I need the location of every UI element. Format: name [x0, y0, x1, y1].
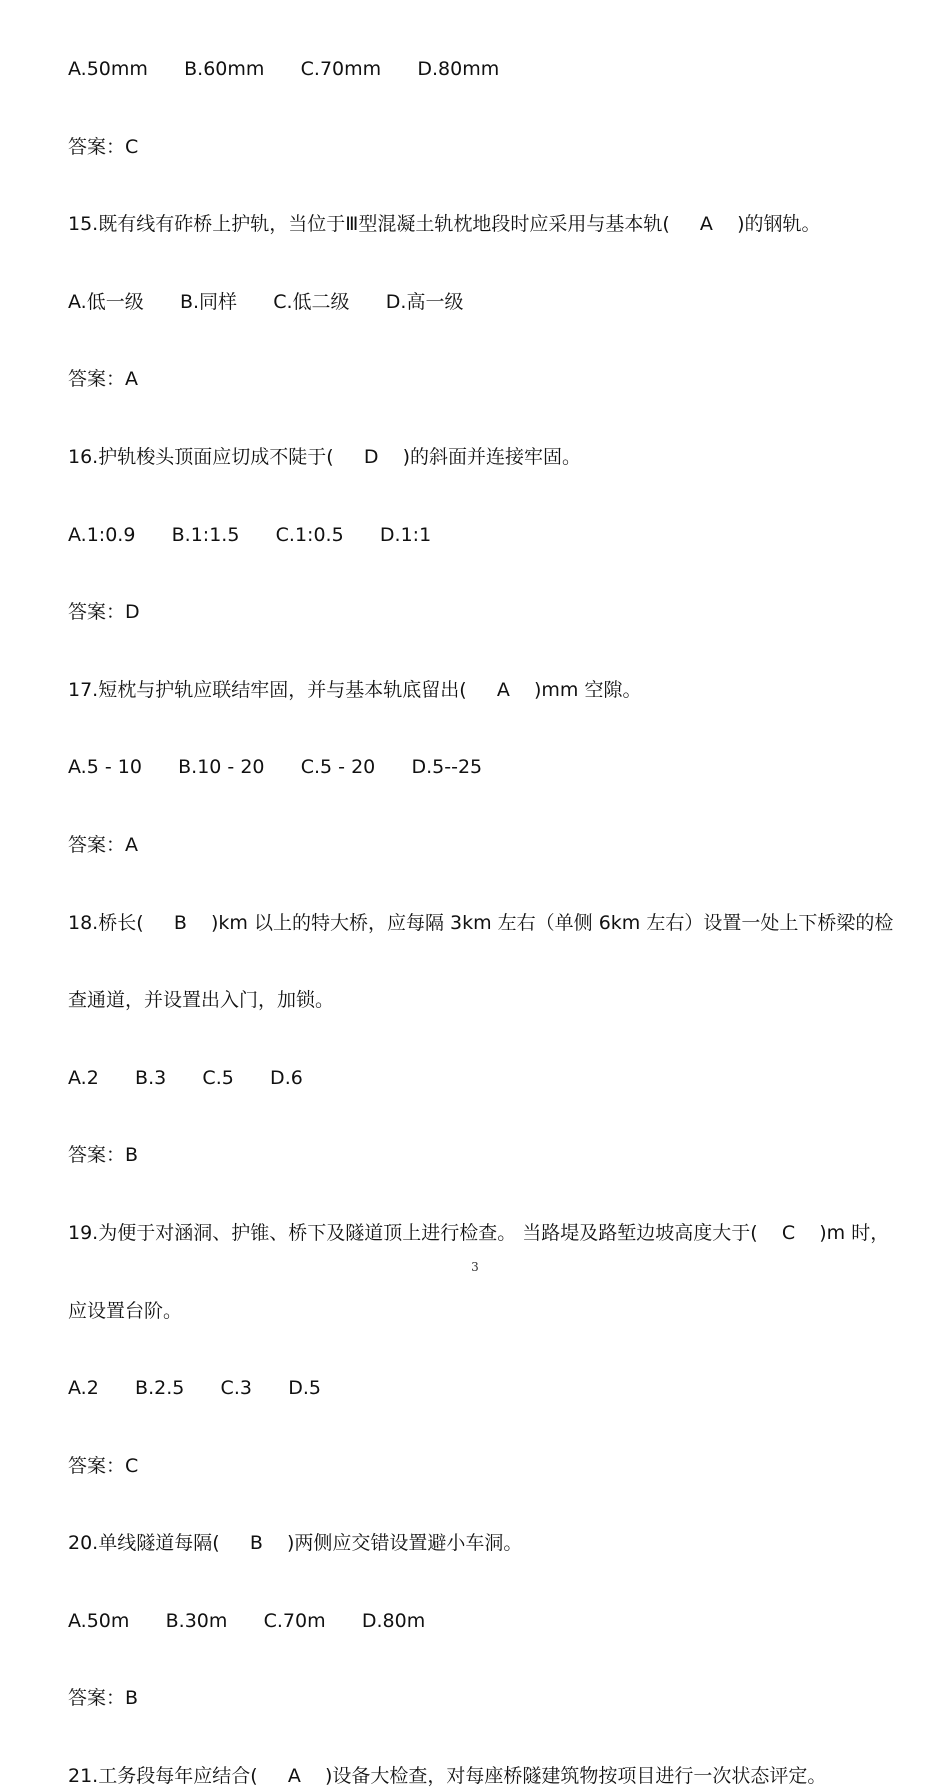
document-page	[68, 56, 894, 1789]
question-20: 20.单线隧道每隔( B )两侧应交错设置避小车洞。	[68, 1532, 523, 1555]
question-15: 15.既有线有砟桥上护轨，当位于Ⅲ型混凝土轨枕地段时应采用与基本轨( A )的钢轨。	[68, 213, 821, 236]
question-18: 18.桥长( B )km 以上的特大桥，应每隔 3km 左右（单侧 6km 左右）设置一处上下桥梁的检	[68, 911, 894, 934]
question-19-continued: 应设置台阶。	[68, 1299, 183, 1322]
option-line: A.2 B.2.5 C.3 D.5	[68, 1377, 321, 1400]
answer-line: 答案：C	[68, 1454, 139, 1477]
question-16: 16.护轨梭头顶面应切成不陡于( D )的斜面并连接牢固。	[68, 445, 582, 468]
answer-line: 答案：A	[68, 833, 138, 856]
option-line: A.50m B.30m C.70m D.80m	[68, 1609, 426, 1632]
option-line: A.1:0.9 B.1:1.5 C.1:0.5 D.1:1	[68, 523, 432, 546]
option-line: A.低一级 B.同样 C.低二级 D.高一级	[68, 290, 464, 313]
answer-line: 答案：D	[68, 601, 140, 624]
answer-line: 答案：B	[68, 1144, 139, 1167]
question-17: 17.短枕与护轨应联结牢固，并与基本轨底留出( A )mm 空隙。	[68, 678, 642, 701]
answer-line: 答案：C	[68, 135, 139, 158]
question-21: 21.工务段每年应结合( A )设备大检查，对每座桥隧建筑物按项目进行一次状态评定。	[68, 1765, 827, 1788]
option-line: A.50mm B.60mm C.70mm D.80mm	[68, 58, 500, 80]
answer-line: 答案：B	[68, 1687, 139, 1710]
question-19: 19.为便于对涵洞、护锥、桥下及隧道顶上进行检查。 当路堤及路堑边坡高度大于( C )m 时，	[68, 1221, 890, 1244]
option-line: A.5 - 10 B.10 - 20 C.5 - 20 D.5--25	[68, 756, 483, 779]
page-number: 3	[471, 1260, 479, 1274]
question-18-continued: 查通道，并设置出入门，加锁。	[68, 989, 335, 1012]
answer-line: 答案：A	[68, 368, 138, 391]
option-line: A.2 B.3 C.5 D.6	[68, 1066, 303, 1089]
